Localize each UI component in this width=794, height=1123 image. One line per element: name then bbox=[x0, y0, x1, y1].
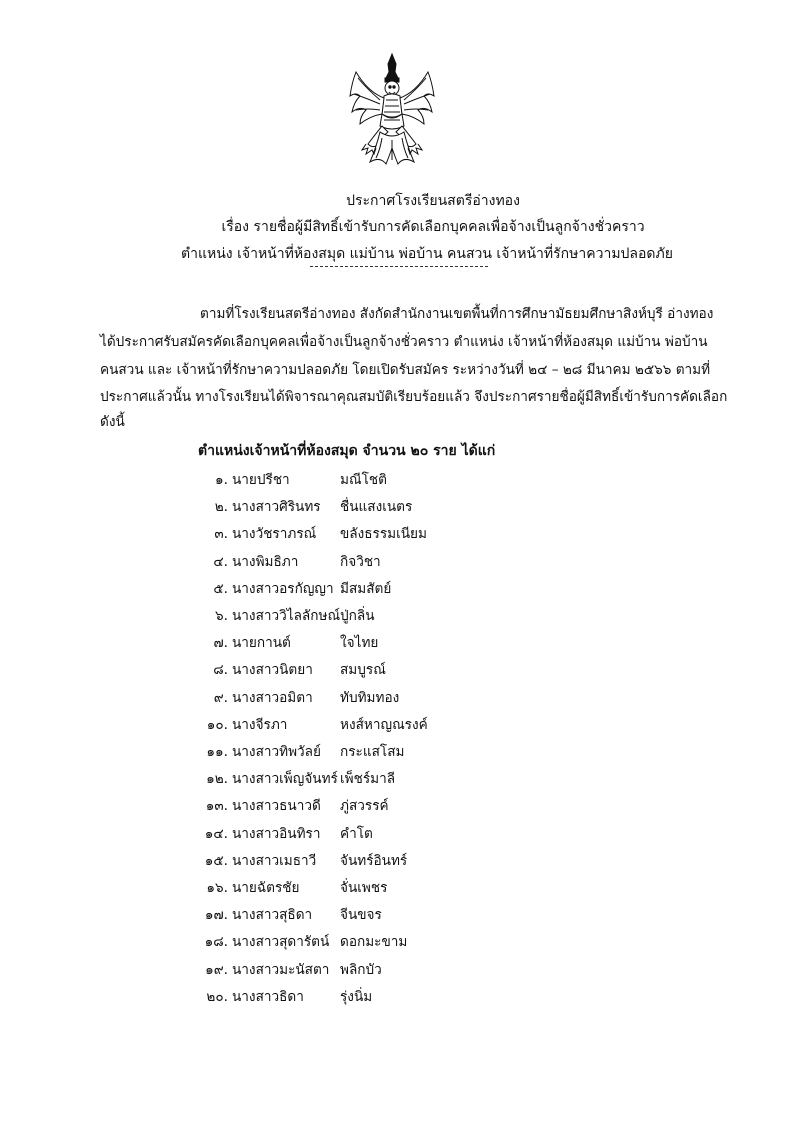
list-item bbox=[0, 822, 794, 846]
list-item-first-name: นางสาวสุดารัตน์ bbox=[232, 934, 330, 951]
list-item-last-name: จั่นเพชร bbox=[340, 880, 388, 896]
list-item-first-name: นางสาวเพ็ญจันทร์ bbox=[232, 771, 338, 788]
list-item-last-name: จีนขจร bbox=[340, 907, 382, 924]
list-item-last-name: หงส์หาญณรงค์ bbox=[340, 716, 428, 733]
list-item-number: ๒. bbox=[214, 499, 228, 516]
body-paragraph-line: ดังนี้ bbox=[100, 414, 125, 430]
list-item-last-name: มีสมสัตย์ bbox=[340, 580, 392, 597]
list-item-first-name: นางสาวธนาวดี bbox=[232, 798, 321, 815]
list-item bbox=[0, 958, 794, 982]
list-item-last-name: ใจไทย bbox=[340, 635, 379, 652]
list-item bbox=[0, 577, 794, 601]
list-item-first-name: นางสาววิไลลักษณ์ bbox=[232, 608, 341, 624]
list-item-first-name: นายฉัตรชัย bbox=[232, 880, 300, 896]
list-item-first-name: นางสาวเมธาวี bbox=[232, 852, 317, 869]
list-item-last-name: รุ่งนิ่ม bbox=[340, 988, 373, 1005]
list-item-last-name: ชื่นแสงเนตร bbox=[340, 499, 413, 516]
list-item-number: ๑๗. bbox=[204, 907, 228, 924]
list-item-number: ๕. bbox=[213, 580, 228, 597]
body-paragraph-line: ตามที่โรงเรียนสตรีอ่างทอง สังกัดสำนักงานเขตพื้นที่การศึกษามัธยมศึกษาสิงห์บุรี อ่างทอง bbox=[200, 306, 714, 322]
list-item-number: ๑๑. bbox=[206, 744, 228, 760]
list-item-number: ๙. bbox=[213, 689, 228, 706]
list-item bbox=[0, 713, 794, 737]
list-item-last-name: ทับทิมทอง bbox=[340, 689, 400, 706]
list-item bbox=[0, 903, 794, 927]
list-item bbox=[0, 550, 794, 574]
list-item bbox=[0, 468, 794, 492]
list-item-first-name: นางสาวศิรินทร bbox=[232, 499, 321, 516]
garuda-emblem-icon bbox=[346, 52, 438, 170]
list-item-number: ๘. bbox=[213, 662, 228, 679]
list-item-number: ๒๐. bbox=[206, 988, 228, 1005]
list-item-last-name: ภู่สวรรค์ bbox=[340, 798, 389, 815]
list-item bbox=[0, 604, 794, 628]
list-item-first-name: นายกานต์ bbox=[232, 635, 291, 652]
announcement-positions: ตำแหน่ง เจ้าหน้าที่ห้องสมุด แม่บ้าน พ่อบ้าน คนสวน เจ้าหน้าที่รักษาความปลอดภัย bbox=[181, 246, 673, 262]
list-item-last-name: กิจวิชา bbox=[340, 553, 381, 570]
list-item bbox=[0, 849, 794, 873]
list-item bbox=[0, 522, 794, 546]
list-item bbox=[0, 495, 794, 519]
body-paragraph-line: ประกาศแล้วนั้น ทางโรงเรียนได้พิจารณาคุณสมบัติเรียบร้อยแล้ว จึงประกาศรายชื่อผู้มีสิทธิ์เข้ารับการคัดเลือก bbox=[100, 389, 728, 405]
list-item-last-name: ปู่กลิ่น bbox=[340, 608, 375, 624]
list-item-first-name: นางสาวสุธิดา bbox=[232, 907, 313, 924]
list-item bbox=[0, 930, 794, 954]
list-item-first-name: นางสาวนิตยา bbox=[232, 662, 313, 679]
divider bbox=[310, 266, 488, 267]
list-item-last-name: คำโต bbox=[340, 825, 373, 842]
list-item-first-name: นางสาวอรกัญญา bbox=[232, 580, 334, 597]
list-item-number: ๑๒. bbox=[206, 771, 228, 788]
list-item-number: ๑๘. bbox=[204, 934, 228, 951]
list-item bbox=[0, 658, 794, 682]
list-item bbox=[0, 686, 794, 710]
list-item-first-name: นางพิมธิภา bbox=[232, 553, 299, 570]
list-item-number: ๑๔. bbox=[204, 825, 228, 842]
list-item-number: ๑. bbox=[215, 472, 228, 488]
list-item bbox=[0, 767, 794, 791]
section-title: ตำแหน่งเจ้าหน้าที่ห้องสมุด จำนวน ๒๐ ราย ได้แก่ bbox=[198, 443, 496, 459]
list-item-number: ๗. bbox=[213, 635, 228, 652]
list-item bbox=[0, 631, 794, 655]
list-item-number: ๓. bbox=[214, 526, 228, 543]
announcement-title: ประกาศโรงเรียนสตรีอ่างทอง bbox=[346, 193, 520, 209]
list-item bbox=[0, 985, 794, 1009]
list-item-last-name: มณีโชติ bbox=[340, 472, 387, 488]
list-item-first-name: นางสาวมะนัสตา bbox=[232, 961, 330, 978]
list-item-first-name: นายปรีชา bbox=[232, 472, 290, 488]
list-item-number: ๑๕. bbox=[204, 852, 228, 869]
list-item-number: ๔. bbox=[213, 553, 228, 570]
body-paragraph-line: ได้ประกาศรับสมัครคัดเลือกบุคคลเพื่อจ้างเป็นลูกจ้างชั่วคราว ตำแหน่ง เจ้าหน้าที่ห้องสมุด แม่บ้าน พ่อบ้าน bbox=[100, 334, 708, 350]
list-item-last-name: เพ็ชร์มาลี bbox=[340, 771, 396, 788]
list-item-number: ๑๙. bbox=[205, 961, 228, 978]
list-item-number: ๑๓. bbox=[205, 798, 228, 815]
list-item bbox=[0, 740, 794, 764]
list-item-first-name: นางจีรภา bbox=[232, 716, 288, 733]
list-item-last-name: จันทร์อินทร์ bbox=[340, 852, 408, 869]
list-item-last-name: พลิกบัว bbox=[340, 961, 382, 978]
list-item bbox=[0, 876, 794, 900]
list-item-number: ๑๖. bbox=[206, 880, 228, 896]
list-item-first-name: นางวัชราภรณ์ bbox=[232, 526, 317, 543]
list-item-first-name: นางสาวทิพวัลย์ bbox=[232, 744, 321, 760]
list-item-number: ๑๐. bbox=[206, 716, 228, 733]
list-item-last-name: ดอกมะขาม bbox=[340, 934, 408, 951]
announcement-subject: เรื่อง รายชื่อผู้มีสิทธิ์เข้ารับการคัดเลือกบุคคลเพื่อจ้างเป็นลูกจ้างชั่วคราว bbox=[221, 219, 645, 235]
list-item-first-name: นางสาวอมิตา bbox=[232, 689, 313, 706]
list-item-last-name: กระแสโสม bbox=[340, 744, 405, 760]
list-item-last-name: ขลังธรรมเนียม bbox=[340, 526, 427, 543]
list-item-number: ๖. bbox=[215, 608, 228, 624]
list-item-last-name: สมบูรณ์ bbox=[340, 662, 386, 679]
list-item bbox=[0, 794, 794, 818]
list-item-first-name: นางสาวธิดา bbox=[232, 988, 304, 1005]
body-paragraph-line: คนสวน และ เจ้าหน้าที่รักษาความปลอดภัย โดยเปิดรับสมัคร ระหว่างวันที่ ๒๔ – ๒๘ มีนาคม ๒๕๖๖ ตามที่ bbox=[100, 362, 711, 378]
list-item-first-name: นางสาวอินทิรา bbox=[232, 825, 321, 842]
